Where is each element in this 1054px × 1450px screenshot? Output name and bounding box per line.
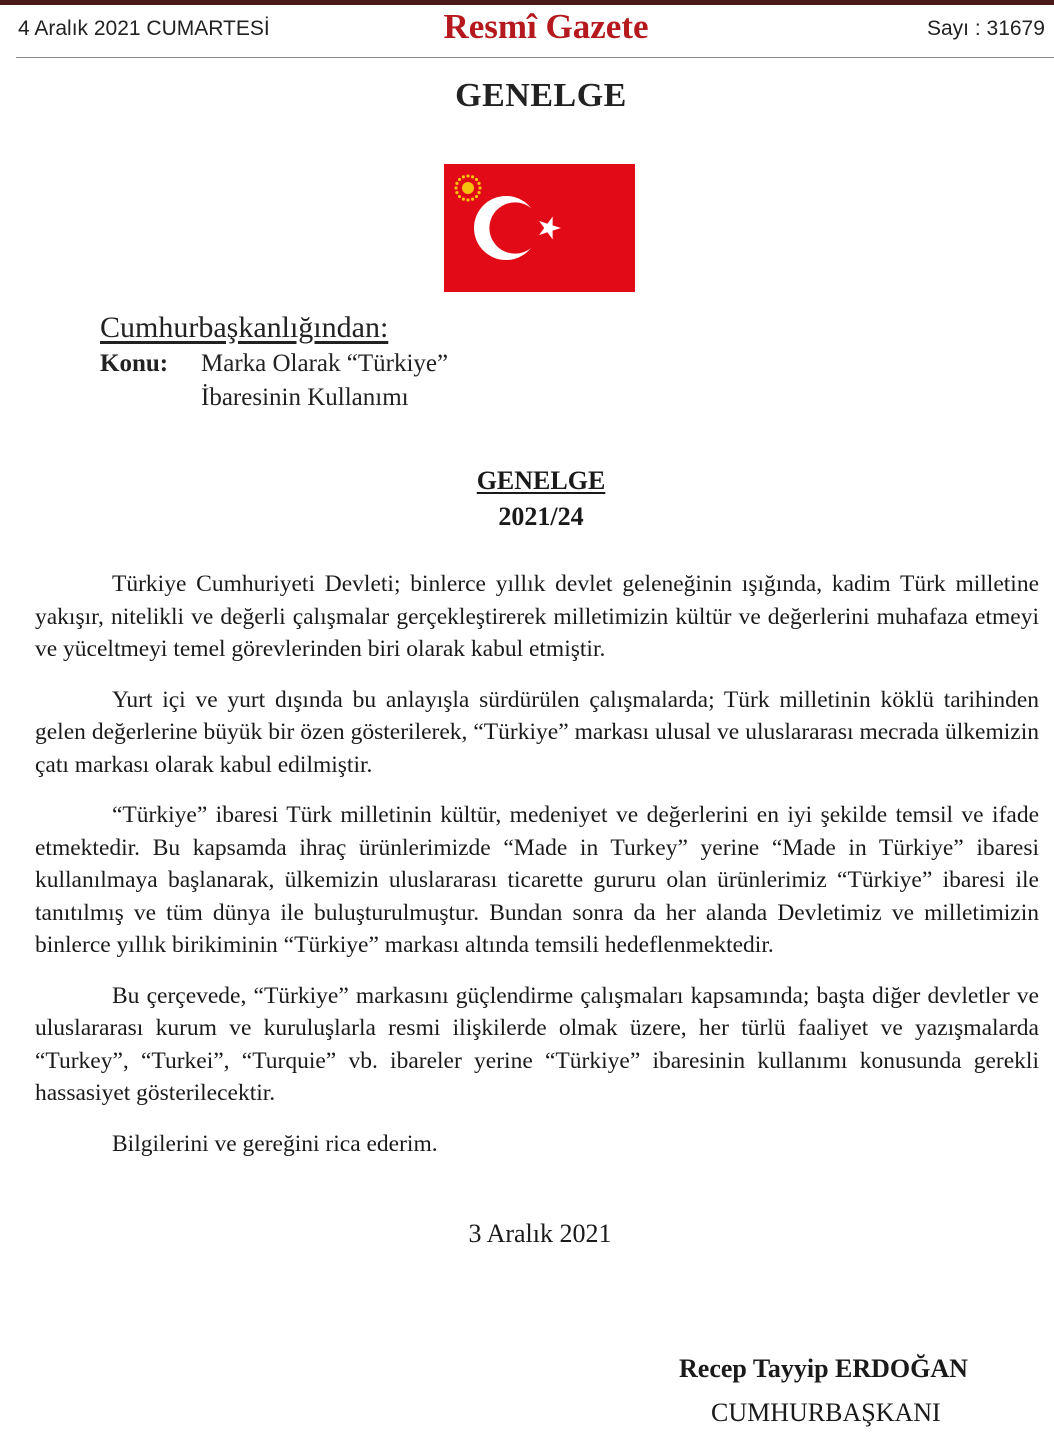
subject-line-1: Marka Olarak “Türkiye” (201, 350, 449, 377)
paragraph-5: Bilgilerini ve gereğini rica ederim. (112, 1130, 438, 1157)
subject-label: Konu: (100, 350, 169, 377)
signer-title: CUMHURBAŞKANI (711, 1398, 941, 1427)
issuing-authority: Cumhurbaşkanlığından: (100, 311, 389, 344)
flag-icon (444, 164, 635, 292)
paragraph-4: Bu çerçevede, “Türkiye” markasını güçlendirme çalışmaları kapsamında; başta diğer devletler ve uluslararası kurum ve kuruluşlarla resmi ilişkilerde olmak üzere, her türlü faaliyet ve yazışmalarda “Turkey”, “Turkei”, “Turquie” vb. ibareler yerine “Türkiye” ibaresinin kullanımı konusunda gerekli hassasiyet gösterilecektir. (35, 982, 1039, 1106)
paragraph-3: “Türkiye” ibaresi Türk milletinin kültür, medeniyet ve değerlerini en iyi şekilde temsil ve ifade etmektedir. Bu kapsamda ihraç ürünlerimizde “Made in Turkey” yerine “Made in Türkiye” ibaresi kullanılmaya başlanarak, ülkemizin uluslararası ticarette gururu olan ürünlerimiz “Türkiye” ibaresi ile tanıtılmış ve tüm dünya ile buluşturulmuştur. Bundan sonra da her alanda Devletimiz ve milletimizin binlerce yıllık birikiminin “Türkiye” markası altında temsili hedeflenmektedir. (35, 802, 1039, 958)
issue-number: Sayı : 31679 (927, 17, 1045, 40)
circular-body (35, 568, 1039, 1178)
gazette-title: Resmî Gazete (443, 7, 649, 46)
paragraph-2: Yurt içi ve yurt dışında bu anlayışla sürdürülen çalışmalarda; Türk milletinin köklü tarihinden gelen değerlerine büyük bir özen gösterilerek, “Türkiye” markası ulusal ve uluslararası mecrada ülkemizin çatı markası olarak kabul edilmiştir. (35, 686, 1039, 778)
page-heading: GENELGE (455, 77, 627, 114)
circular-number: 2021/24 (498, 502, 584, 531)
header-divider (16, 57, 1054, 58)
gazette-header (0, 5, 1054, 57)
circular-title: GENELGE (476, 466, 606, 495)
document-date: 3 Aralık 2021 (468, 1219, 612, 1248)
presidential-flag-image (444, 164, 635, 292)
subject-line-2: İbaresinin Kullanımı (201, 384, 409, 411)
header-date: 4 Aralık 2021 CUMARTESİ (18, 17, 270, 40)
signer-name: Recep Tayyip ERDOĞAN (679, 1354, 968, 1383)
paragraph-1: Türkiye Cumhuriyeti Devleti; binlerce yıllık devlet geleneğinin ışığında, kadim Türk milletine yakışır, nitelikli ve değerli çalışmalar gerçekleştirerek milletimizin kültür ve değerlerini muhafaza etmeyi ve yüceltmeyi temel görevlerinden biri olarak kabul etmiştir. (35, 571, 1039, 662)
